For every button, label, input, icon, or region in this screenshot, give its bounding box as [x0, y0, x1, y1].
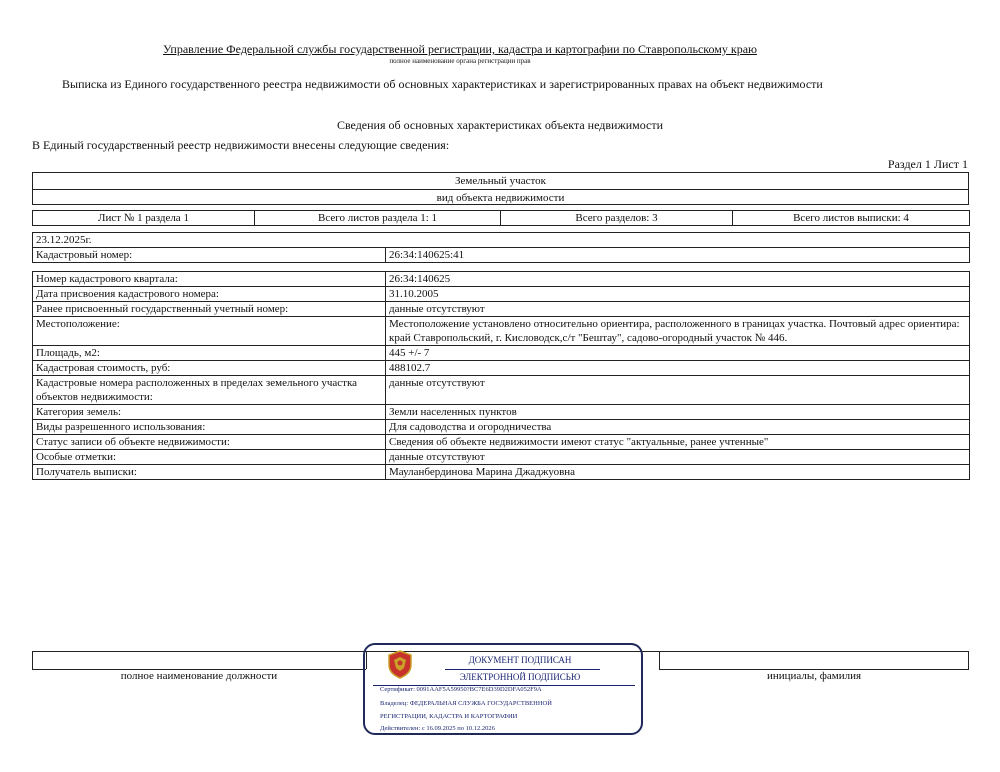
- row-value: данные отсутствуют: [386, 376, 970, 405]
- extract-date: 23.12.2025г.: [33, 233, 970, 248]
- row-value: Сведения об объекте недвижимости имеют статус "актуальные, ранее учтенные": [386, 435, 970, 450]
- sheet-info-table: [32, 210, 970, 226]
- cadastral-number-value: 26:34:140625:41: [386, 248, 970, 263]
- authority-name: Управление Федеральной службы государственной регистрации, кадастра и картографии по Ставропольскому краю: [162, 42, 757, 56]
- row-value: 488102.7: [386, 361, 970, 376]
- row-label: Категория земель:: [33, 405, 386, 420]
- row-label: Номер кадастрового квартала:: [33, 272, 386, 287]
- name-caption: инициалы, фамилия: [766, 670, 862, 682]
- table-row: [33, 346, 970, 361]
- row-value: Для садоводства и огородничества: [386, 420, 970, 435]
- row-value: Мауланбердинова Марина Джаджуовна: [386, 465, 970, 480]
- section-sheet-label: Раздел 1 Лист 1: [887, 157, 968, 171]
- table-row: [33, 376, 970, 405]
- signature-divider-2: [659, 651, 660, 669]
- object-type: Земельный участок: [33, 173, 968, 190]
- row-label: Кадастровые номера расположенных в пределах земельного участка объектов недвижимости:: [33, 376, 386, 405]
- row-label: Кадастровая стоимость, руб:: [33, 361, 386, 376]
- stamp-line-2: ЭЛЕКТРОННОЙ ПОДПИСЬЮ: [459, 672, 581, 682]
- row-label: Получатель выписки:: [33, 465, 386, 480]
- authority-caption: полное наименование органа регистрации прав: [389, 57, 531, 65]
- electronic-signature-stamp: [363, 643, 643, 735]
- stamp-owner-1: Владелец: ФЕДЕРАЛЬНАЯ СЛУЖБА ГОСУДАРСТВЕННОЙ: [380, 700, 552, 707]
- table-row: [33, 405, 970, 420]
- row-label: Дата присвоения кадастрового номера:: [33, 287, 386, 302]
- row-value: данные отсутствуют: [386, 450, 970, 465]
- total-sections: Всего разделов: 3: [501, 211, 733, 226]
- row-value: 26:34:140625: [386, 272, 970, 287]
- total-sheets-extract: Всего листов выписки: 4: [733, 211, 970, 226]
- stamp-valid: Действителен: с 16.09.2025 по 10.12.2026: [380, 725, 495, 732]
- row-label: Особые отметки:: [33, 450, 386, 465]
- characteristics-table: [32, 271, 970, 480]
- stamp-owner-2: РЕГИСТРАЦИИ, КАДАСТРА И КАРТОГРАФИИ: [380, 713, 518, 720]
- cadastral-number-label: Кадастровый номер:: [33, 248, 386, 263]
- table-row: [33, 317, 970, 346]
- stamp-line-1: ДОКУМЕНТ ПОДПИСАН: [468, 655, 572, 665]
- table-row: [33, 435, 970, 450]
- total-sheets-section: Всего листов раздела 1: 1: [255, 211, 501, 226]
- row-value: данные отсутствуют: [386, 302, 970, 317]
- row-value: 445 +/- 7: [386, 346, 970, 361]
- intro-text: В Единый государственный реестр недвижимости внесены следующие сведения:: [32, 138, 450, 152]
- table-row: [33, 450, 970, 465]
- row-label: Статус записи об объекте недвижимости:: [33, 435, 386, 450]
- table-row: [33, 361, 970, 376]
- table-row: [33, 302, 970, 317]
- row-label: Площадь, м2:: [33, 346, 386, 361]
- row-label: Ранее присвоенный государственный учетный номер:: [33, 302, 386, 317]
- table-row: [33, 287, 970, 302]
- object-type-caption: вид объекта недвижимости: [436, 192, 565, 204]
- object-type-box: [32, 172, 969, 205]
- row-value: Местоположение установлено относительно ориентира, расположенного в границах участка. Почтовый адрес ориентира: край Ставропольский, г. Кисловодск,с/т "Бештау", садово-огородный участок № 446.: [386, 317, 970, 346]
- position-caption: полное наименование должности: [120, 670, 278, 682]
- row-value: 31.10.2005: [386, 287, 970, 302]
- table-row: [33, 420, 970, 435]
- row-label: Местоположение:: [33, 317, 386, 346]
- emblem-icon: [385, 649, 415, 679]
- stamp-certificate: Сертификат: 0091AAF5A59950?BC7E6D39D2DFA052F9A: [380, 686, 542, 693]
- section-title: Сведения об основных характеристиках объекта недвижимости: [336, 118, 664, 132]
- table-row: [33, 272, 970, 287]
- stamp-divider-1: [445, 669, 600, 670]
- extract-title: Выписка из Единого государственного реестра недвижимости об основных характеристиках и зарегистрированных правах на объект недвижимости: [62, 77, 823, 91]
- row-value: Земли населенных пунктов: [386, 405, 970, 420]
- table-row: [33, 465, 970, 480]
- row-label: Виды разрешенного использования:: [33, 420, 386, 435]
- sheet-number: Лист № 1 раздела 1: [33, 211, 255, 226]
- cadastral-table: [32, 232, 970, 263]
